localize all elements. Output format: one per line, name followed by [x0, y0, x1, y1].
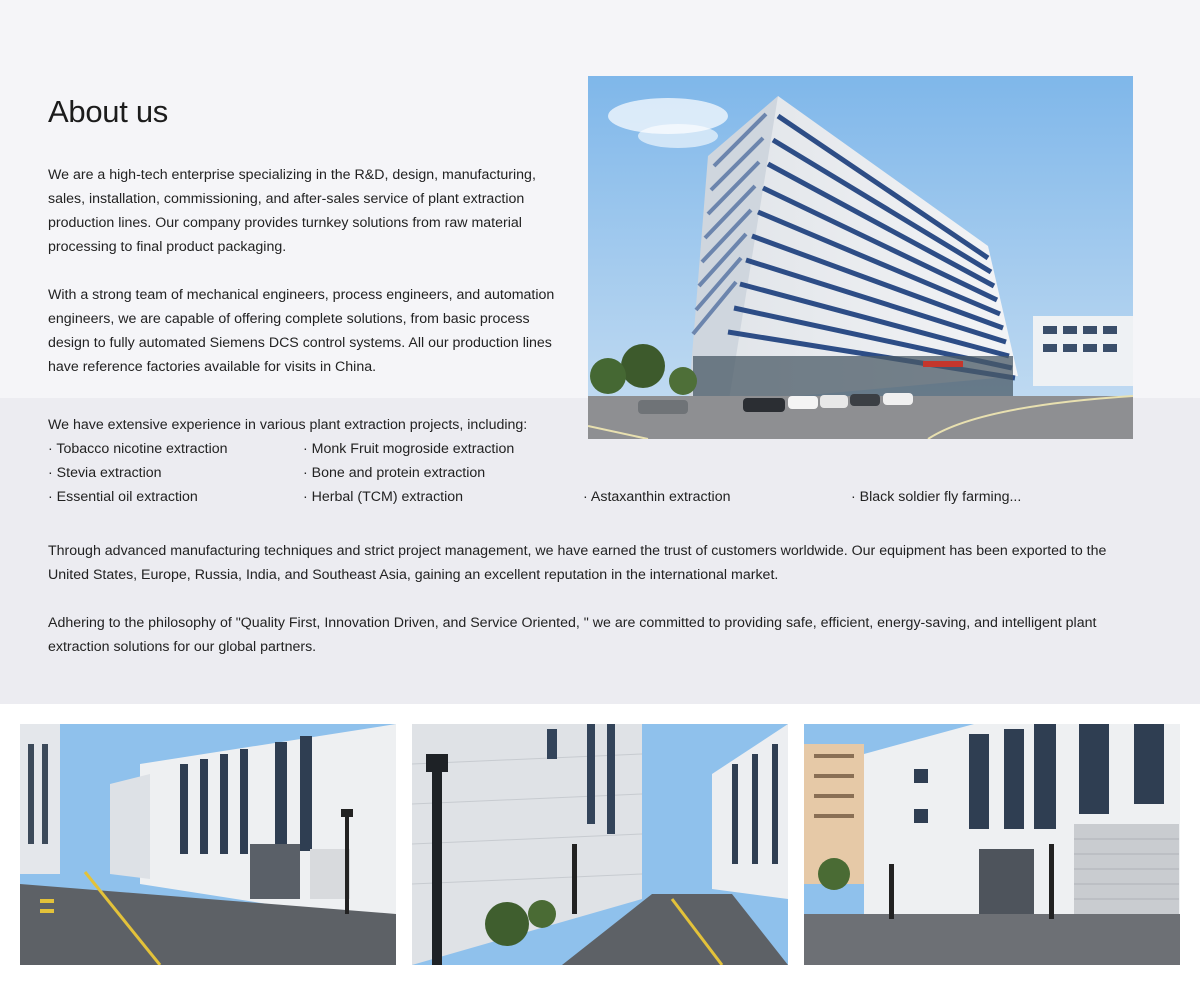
factory-warehouse-photo	[804, 724, 1180, 965]
factory-street-lamp-photo	[412, 724, 788, 965]
list-item: · Black soldier fly farming...	[851, 489, 1022, 505]
factory-road-photo	[20, 724, 396, 965]
list-item: · Essential oil extraction	[48, 489, 198, 505]
philosophy-paragraph: Adhering to the philosophy of "Quality First, Innovation Driven, and Service Oriented, " we are committed to providing safe, efficient, energy-saving, and intelligent plant extraction solutions for our global partners.	[48, 615, 1097, 655]
experience-paragraph: We have extensive experience in various plant extraction projects, including:	[48, 417, 528, 433]
list-item: · Monk Fruit mogroside extraction	[303, 441, 515, 457]
office-building-photo	[588, 76, 1133, 439]
list-item: · Stevia extraction	[48, 465, 162, 481]
export-paragraph: Through advanced manufacturing techniques and strict project management, we have earned the trust of customers worldwide. Our equipment has been exported to the United States, Europe, Russia, India, and Southeast Asia, gaining an excellent reputation in the international market.	[48, 543, 1107, 583]
list-item: · Tobacco nicotine extraction	[48, 441, 228, 457]
intro-paragraph: We are a high-tech enterprise specializing in the R&D, design, manufacturing, sales, installation, commissioning, and after-sales service of plant extraction production lines. Our company provides turnkey solutions from raw material processing to final product packaging.	[48, 167, 536, 255]
team-paragraph: With a strong team of mechanical engineers, process engineers, and automation engineers, we are capable of offering complete solutions, from basic process design to fully automated Siemens DCS control systems. All our production lines have reference factories available for visits in China.	[48, 287, 555, 375]
project-list	[48, 437, 1148, 509]
list-item: · Herbal (TCM) extraction	[303, 489, 464, 505]
list-item: · Astaxanthin extraction	[583, 489, 731, 505]
page-title: About us	[48, 94, 168, 129]
list-item: · Bone and protein extraction	[303, 465, 486, 481]
